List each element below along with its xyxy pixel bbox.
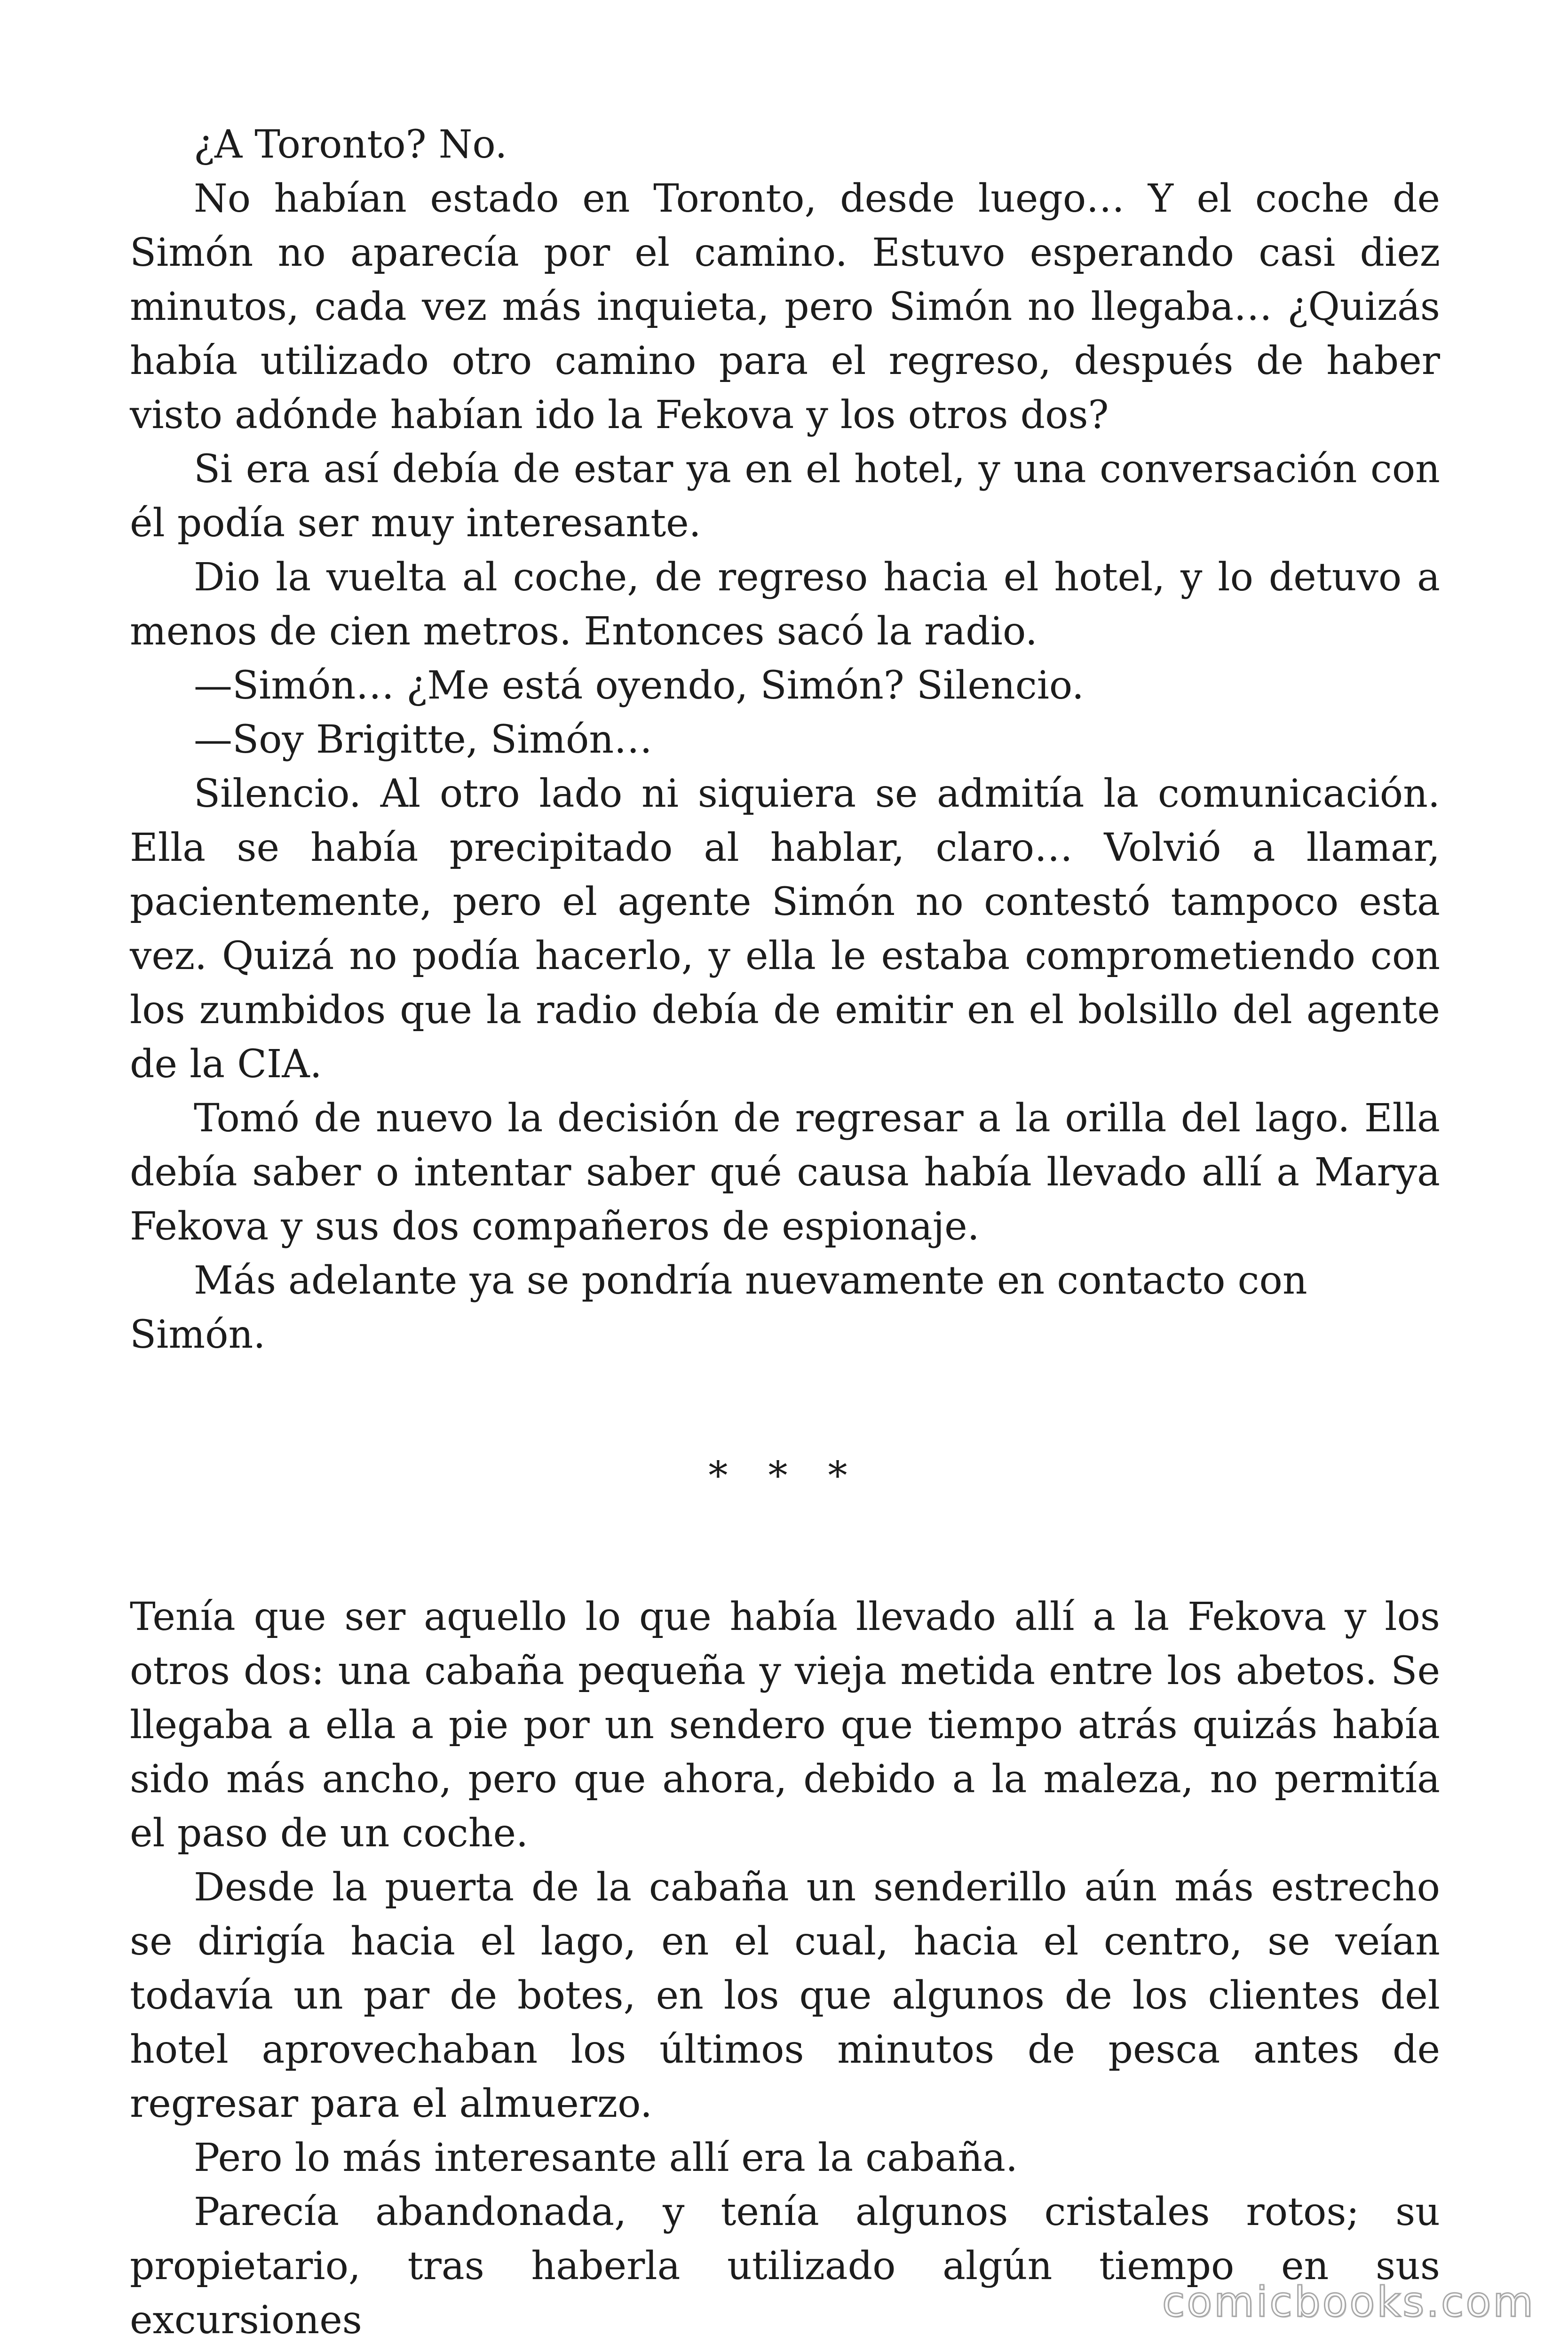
- book-page: [130, 118, 1440, 2347]
- paragraph: Dio la vuelta al coche, de regreso hacia el hotel, y lo detuvo a menos de cien metros. Entonces sacó la radio.: [130, 555, 1440, 654]
- watermark-logo: comicbooks.com: [1162, 2278, 1535, 2326]
- paragraph: Pero lo más interesante allí era la cabaña.: [194, 2136, 1018, 2180]
- paragraph: Más adelante ya se pondría nuevamente en contacto con Simón.: [130, 1258, 1307, 1357]
- paragraph: Si era así debía de estar ya en el hotel, y una conversación con él podía ser muy interesante.: [130, 447, 1440, 546]
- dialogue-line: —Soy Brigitte, Simón…: [194, 717, 653, 762]
- paragraph: No habían estado en Toronto, desde luego… Y el coche de Simón no aparecía por el camino. Estuvo esperando casi diez minutos, cada vez más inquieta, pero Simón no llegaba… ¿Quizás había utilizado otro camino para el regreso, después de haber visto adónde habían ido la Fekova y los otros dos?: [130, 176, 1440, 437]
- section-separator: * * *: [708, 1454, 862, 1498]
- paragraph: Silencio. Al otro lado ni siquiera se admitía la comunicación. Ella se había precipitado al hablar, claro… Volvió a llamar, pacientemente, pero el agente Simón no contestó tampoco esta vez. Quizá no podía hacerlo, y ella le estaba comprometiendo con los zumbidos que la radio debía de emitir en el bolsillo del agente de la CIA.: [130, 771, 1440, 1087]
- paragraph: Desde la puerta de la cabaña un senderillo aún más estrecho se dirigía hacia el lago, en el cual, hacia el centro, se veían todavía un par de botes, en los que algunos de los clientes del hotel aprovechaban los últimos minutos de pesca antes de regresar para el almuerzo.: [130, 1865, 1440, 2126]
- dialogue-line: —Simón… ¿Me está oyendo, Simón? Silencio.: [194, 663, 1084, 708]
- paragraph: Parecía abandonada, y tenía algunos cristales rotos; su propietario, tras haberla utilizado algún tiempo en sus excursiones: [130, 2190, 1440, 2343]
- paragraph: Tomó de nuevo la decisión de regresar a la orilla del lago. Ella debía saber o intentar saber qué causa había llevado allí a Marya Fekova y sus dos compañeros de espionaje.: [130, 1096, 1440, 1249]
- paragraph: ¿A Toronto? No.: [194, 122, 507, 167]
- paragraph: Tenía que ser aquello lo que había llevado allí a la Fekova y los otros dos: una cabaña pequeña y vieja metida entre los abetos. Se llegaba a ella a pie por un sendero que tiempo atrás quizás había sido más ancho, pero que ahora, debido a la maleza, no permitía el paso de un coche.: [130, 1595, 1440, 1856]
